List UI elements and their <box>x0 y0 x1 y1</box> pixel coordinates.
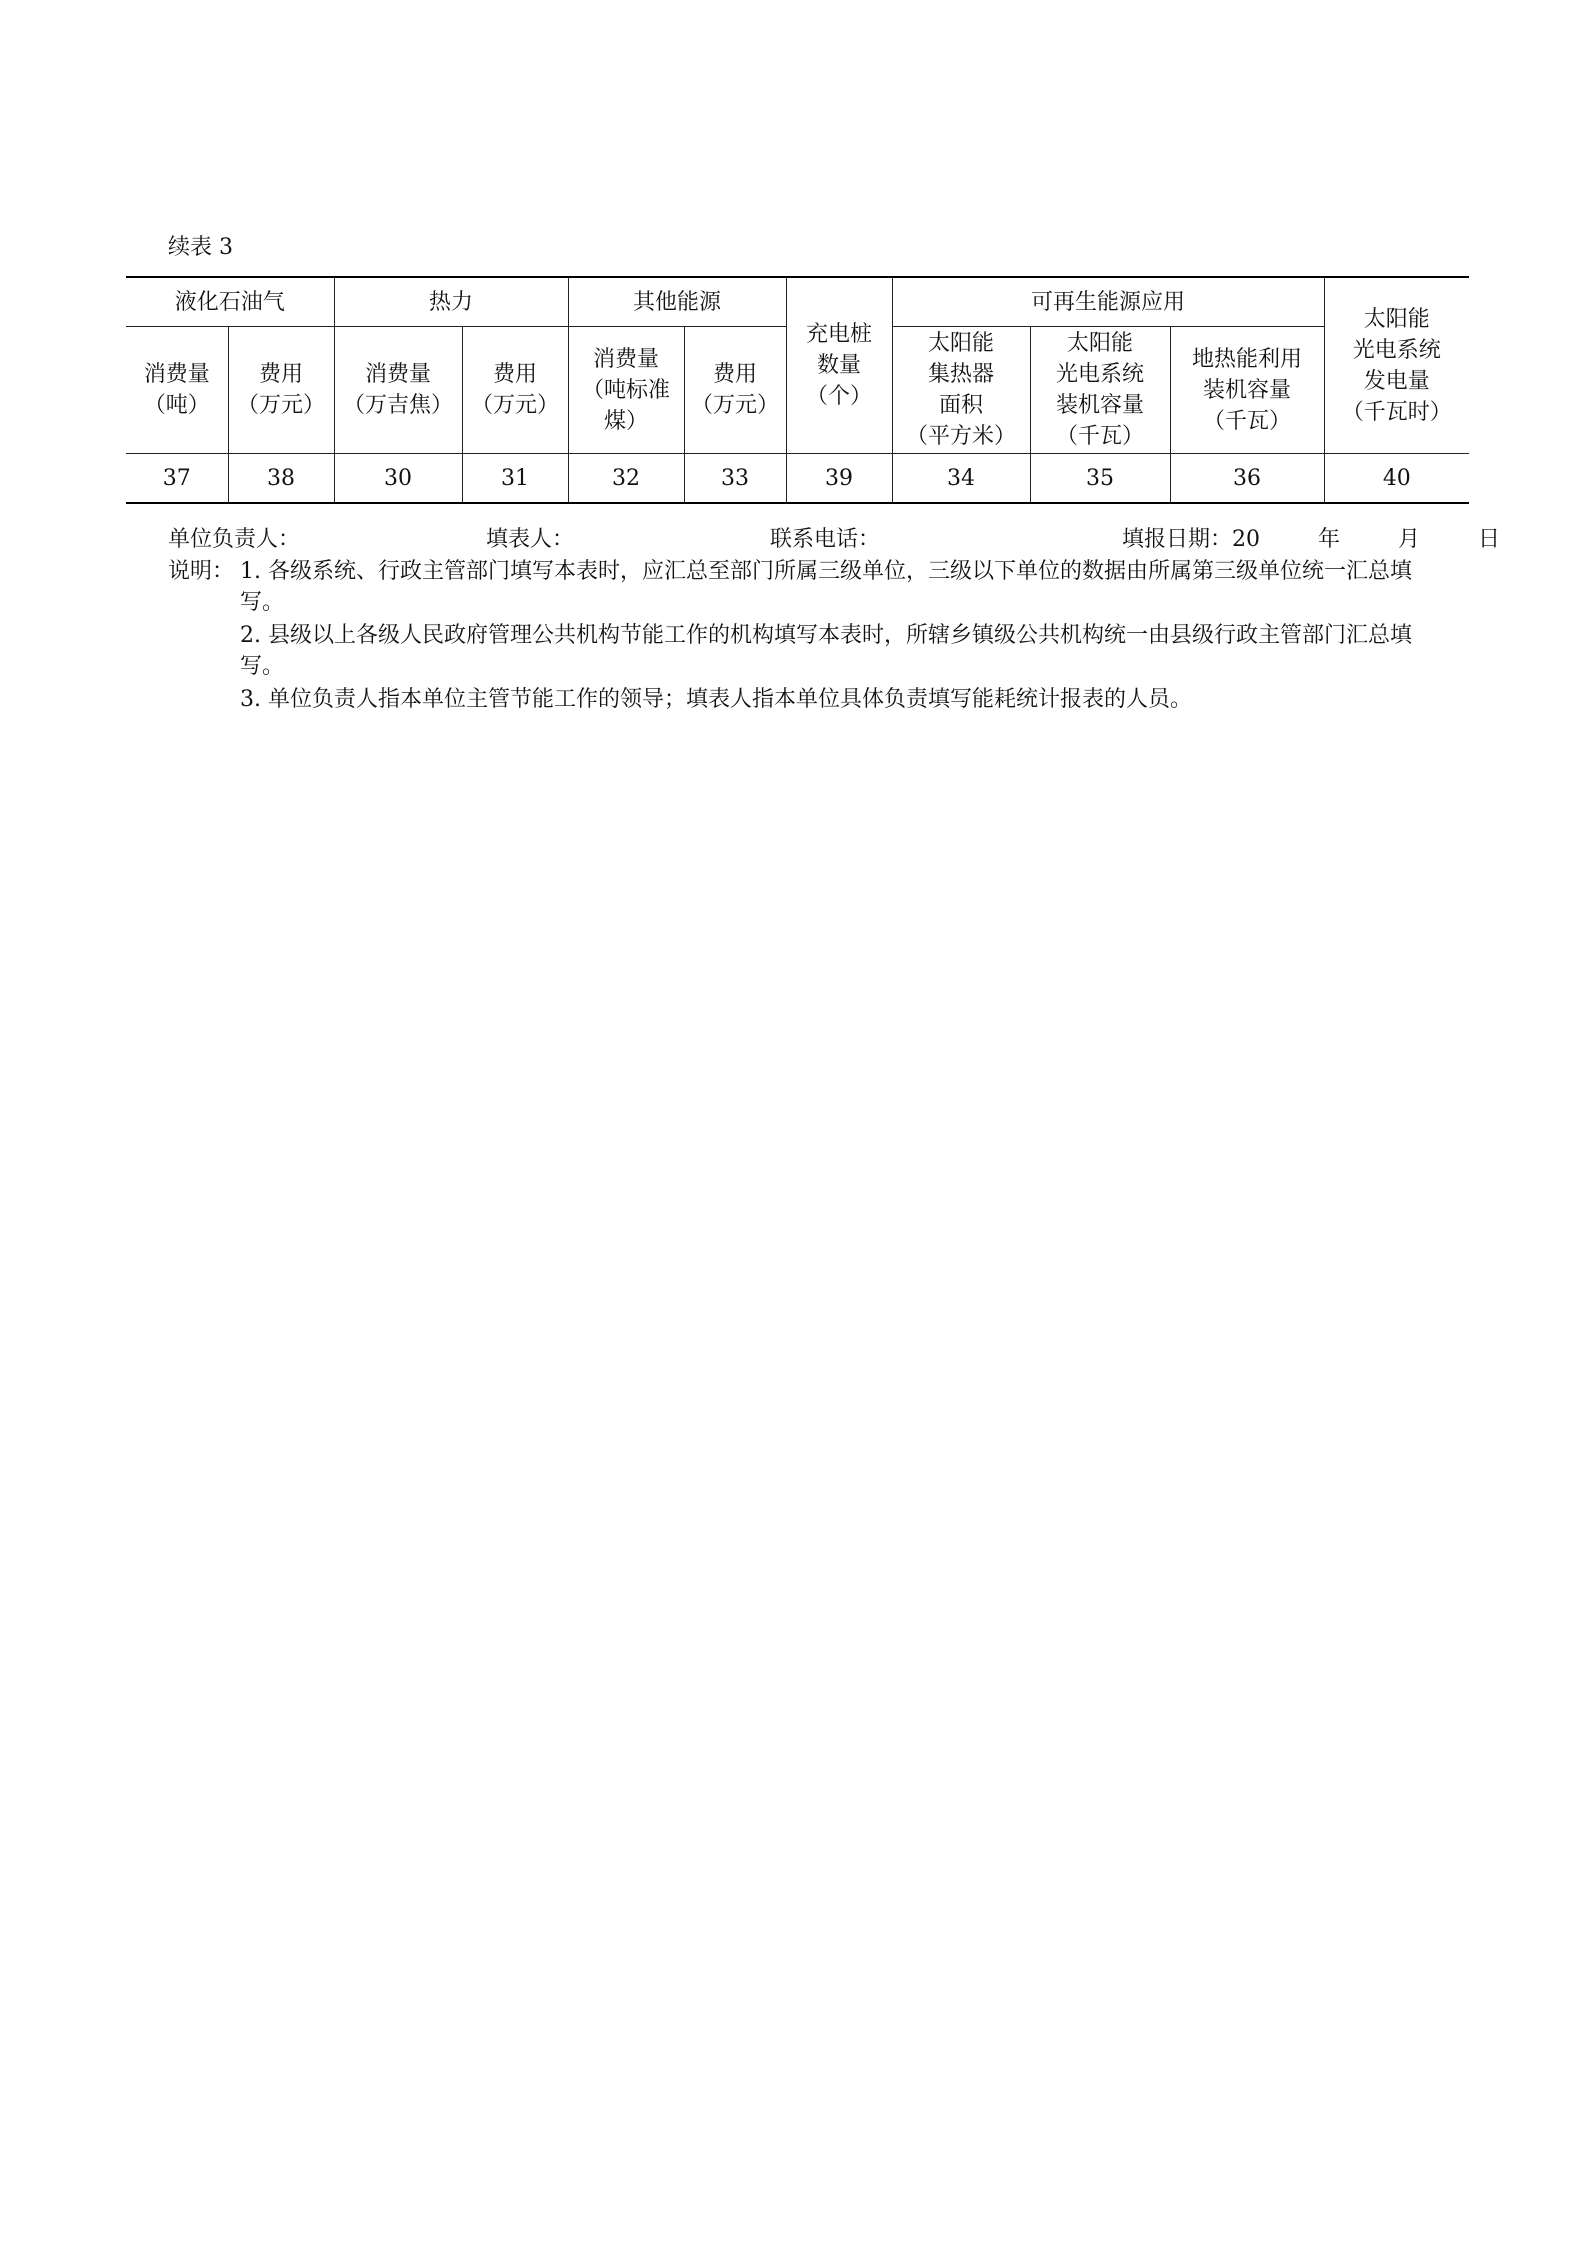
code-cell: 34 <box>892 454 1030 504</box>
subheader-heat-cost: 费用 （万元） <box>462 327 568 454</box>
date-year: 年 <box>1318 527 1341 552</box>
code-cell: 40 <box>1324 454 1469 504</box>
header-renewable: 可再生能源应用 <box>892 277 1324 327</box>
subheader-heat-quantity: 消费量 （万吉焦） <box>334 327 462 454</box>
report-date <box>1122 522 1500 553</box>
subheader-other-quantity: 消费量 （吨标准 煤） <box>568 327 684 454</box>
energy-table <box>126 276 1469 504</box>
subheader-pv-capacity: 太阳能 光电系统 装机容量 （千瓦） <box>1030 327 1170 454</box>
leader-label: 单位负责人： <box>168 527 301 552</box>
date-day: 日 <box>1478 527 1501 552</box>
subheader-lpg-quantity: 消费量 （吨） <box>126 327 228 454</box>
code-cell: 39 <box>786 454 892 504</box>
note-item: 1. 各级系统、行政主管部门填写本表时，应汇总至部门所属三级单位，三级以下单位的数据由所属第三级单位统一汇总填写。 <box>240 559 1412 615</box>
filler-label: 填表人： <box>486 527 575 552</box>
phone-label: 联系电话： <box>770 527 881 552</box>
code-cell: 32 <box>568 454 684 504</box>
code-cell: 33 <box>684 454 786 504</box>
date-label: 填报日期：20 <box>1122 527 1260 552</box>
code-cell: 37 <box>126 454 228 504</box>
subheader-solar-collector-area: 太阳能 集热器 面积 （平方米） <box>892 327 1030 454</box>
header-lpg: 液化石油气 <box>126 277 334 327</box>
note-item: 2. 县级以上各级人民政府管理公共机构节能工作的机构填写本表时，所辖乡镇级公共机构统一由县级行政主管部门汇总填写。 <box>240 623 1412 679</box>
code-cell: 35 <box>1030 454 1170 504</box>
code-cell: 38 <box>228 454 334 504</box>
subheader-lpg-cost: 费用 （万元） <box>228 327 334 454</box>
header-pv-output: 太阳能 光电系统 发电量 （千瓦时） <box>1324 277 1469 454</box>
code-cell: 30 <box>334 454 462 504</box>
header-other-energy: 其他能源 <box>568 277 786 327</box>
header-heat: 热力 <box>334 277 568 327</box>
notes-label: 说明： <box>168 559 235 584</box>
header-charger-count: 充电桩 数量 （个） <box>786 277 892 454</box>
code-row <box>126 454 1469 504</box>
notes-section <box>168 556 1468 717</box>
table-caption: 续表 3 <box>168 235 233 260</box>
date-month: 月 <box>1398 527 1421 552</box>
subheader-other-cost: 费用 （万元） <box>684 327 786 454</box>
note-item: 3. 单位负责人指本单位主管节能工作的领导；填表人指本单位具体负责填写能耗统计报表的人员。 <box>240 687 1192 712</box>
code-cell: 31 <box>462 454 568 504</box>
code-cell: 36 <box>1170 454 1324 504</box>
subheader-geothermal-capacity: 地热能利用 装机容量 （千瓦） <box>1170 327 1324 454</box>
